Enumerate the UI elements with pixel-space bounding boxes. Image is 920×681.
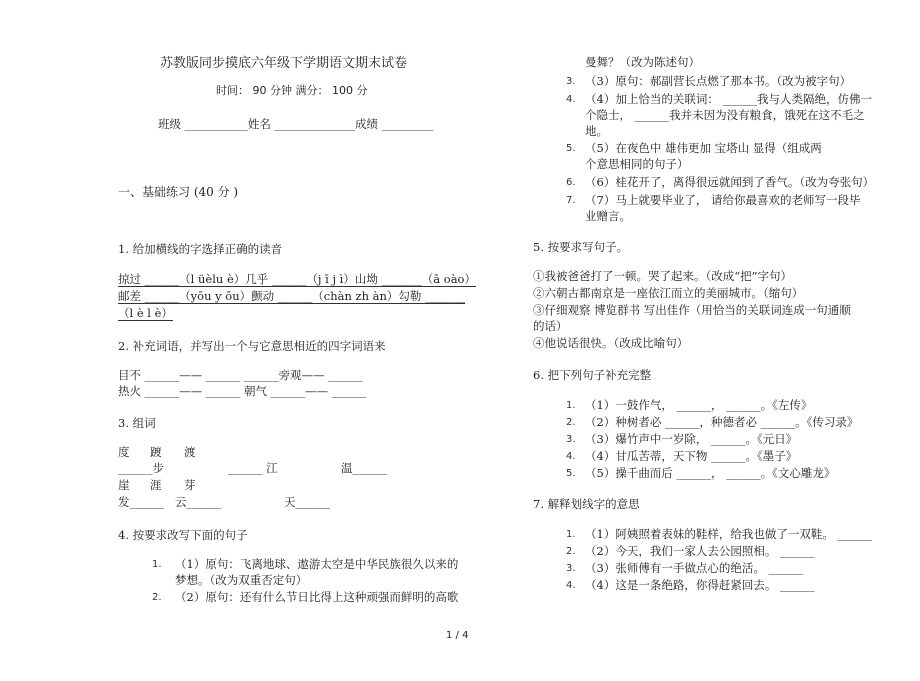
q4-item-text: （6）桂花开了，离得很远就闻到了香气。（改为夸张句）	[585, 175, 875, 189]
q3-blank: ______ 江	[228, 461, 278, 475]
page-number: 1 / 4	[446, 630, 469, 641]
q1-line2: 邮差 ______（yōu y ōu）颤动 ______（chàn zh àn）勾勒 _______	[118, 289, 466, 303]
q3-blank: 天______	[284, 495, 330, 509]
q4-item-text: 梦想。（改为双重否定句）	[175, 573, 308, 587]
q2-title: 2. 补充词语，并写出一个与它意思相近的四字词语来	[118, 339, 386, 353]
q2-line2: 热火 ______—— ______ 朝气 ______—— ______	[118, 384, 367, 398]
q4-item-number: 6.	[566, 177, 576, 188]
q6-item-text: （4）甘瓜苦蒂，天下物 ______。《墨子》	[585, 449, 798, 463]
q1-title: 1. 给加横线的字选择正确的读音	[118, 242, 283, 256]
q3-char: 踱	[150, 445, 162, 459]
q6-item-text: （2）种树者必 ______，种德者必 ______。《传习录》	[585, 415, 859, 429]
q4-item-text: （1）原句：飞离地球、遨游太空是中华民族很久以来的	[175, 557, 459, 571]
q4-item-text: 个隐士， ______我并未因为没有粮食，饿死在这不毛之	[585, 108, 865, 122]
time-score-line: 时间： 90 分钟 满分： 100 分	[216, 84, 368, 97]
q4-item-number: 2.	[152, 592, 162, 603]
q5-line: 的话）	[533, 319, 568, 333]
q5-line: ③仔细观察 博览群书 写出佳作（用恰当的关联词连成一句通顺	[533, 303, 851, 317]
q6-item-number: 5.	[566, 468, 576, 479]
q5-line: ①我被爸爸打了一顿。哭了起来。（改成“把”字句）	[533, 269, 793, 283]
q1-line1: 掠过 ______（l üèlu è）几乎 ______（j ī j ì）山坳 _______（ā oào）	[118, 272, 476, 286]
q4-item-text: 业赠言。	[585, 209, 631, 223]
q6-item-text: （3）爆竹声中一岁除， ______。《元日》	[585, 432, 798, 446]
q3-title: 3. 组词	[118, 416, 156, 430]
q4-item-text: （4）加上恰当的关联词： ______我与人类隔绝，仿佛一	[585, 92, 872, 106]
q6-title: 6. 把下列句子补充完整	[533, 368, 652, 382]
q6-item-number: 3.	[566, 434, 576, 445]
student-info-line: 班级 ___________姓名 ______________成绩 _________	[158, 117, 434, 131]
section-title: 一、基础练习 (40 分 )	[118, 185, 239, 199]
q5-line: ②六朝古都南京是一座依江而立的美丽城市。（缩句）	[533, 286, 804, 300]
q4-item-number: 4.	[566, 94, 576, 105]
q4-item-text: （2）原句：还有什么节日比得上这种顽强而鲜明的高歌	[175, 590, 459, 604]
q7-item-text: （2）今天，我们一家人去公园照相。 ______	[585, 544, 815, 558]
q6-item-number: 4.	[566, 451, 576, 462]
q4-item-text: 个意思相同的句子）	[585, 157, 689, 171]
q3-char: 崖	[118, 478, 130, 492]
q4-item-text: 曼舞？（改为陈述句）	[585, 55, 700, 69]
q6-item-text: （5）操千曲而后 ______， ______。《文心雕龙》	[585, 466, 836, 480]
q7-item-text: （4）这是一条绝路，你得赶紧回去。 ______	[585, 578, 815, 592]
q2-line1: 目不 ______—— ______ ______旁观—— ______	[118, 368, 363, 382]
q3-char: 渡	[184, 445, 196, 459]
q7-item-number: 1.	[566, 529, 576, 540]
q4-item-text: （7）马上就要毕业了， 请给你最喜欢的老师写一段毕	[585, 193, 861, 207]
page-title: 苏教版同步摸底六年级下学期语文期末试卷	[160, 56, 408, 71]
q4-item-number: 7.	[566, 195, 576, 206]
q7-item-number: 4.	[566, 580, 576, 591]
q4-item-text: 地。	[585, 124, 608, 138]
q7-item-text: （1）阿姨照着表妹的鞋样，给我也做了一双鞋。 ______	[585, 527, 872, 541]
q3-char: 涯	[150, 478, 162, 492]
q4-item-text: （3）原句：郝副营长点燃了那本书。（改为被字句）	[585, 74, 852, 88]
q3-char: 芽	[184, 478, 196, 492]
q4-item-text: （5）在夜色中 雄伟更加 宝塔山 显得（组成两	[585, 141, 822, 155]
q6-item-number: 1.	[566, 400, 576, 411]
q3-blank: ______步	[118, 461, 164, 475]
q7-title: 7. 解释划线字的意思	[533, 497, 640, 511]
q5-line: ④他说话很快。（改成比喻句）	[533, 336, 689, 350]
q4-item-number: 1.	[152, 559, 162, 570]
q7-item-number: 3.	[566, 563, 576, 574]
q3-blank: 发______	[118, 495, 164, 509]
q3-char: 度	[118, 445, 130, 459]
q4-item-number: 3.	[566, 76, 576, 87]
q7-item-number: 2.	[566, 546, 576, 557]
q4-item-number: 5.	[566, 143, 576, 154]
q3-blank: 温______	[341, 461, 387, 475]
q6-item-text: （1）一鼓作气， ______， ______。《左传》	[585, 398, 813, 412]
q7-item-text: （3）张师傅有一手做点心的绝活。 ______	[585, 561, 803, 575]
q4-title: 4. 按要求改写下面的句子	[118, 528, 248, 542]
q3-blank: 云______	[175, 495, 221, 509]
q6-item-number: 2.	[566, 417, 576, 428]
q5-title: 5. 按要求写句子。	[533, 240, 629, 254]
q1-line3: （l è l è）	[118, 306, 173, 320]
